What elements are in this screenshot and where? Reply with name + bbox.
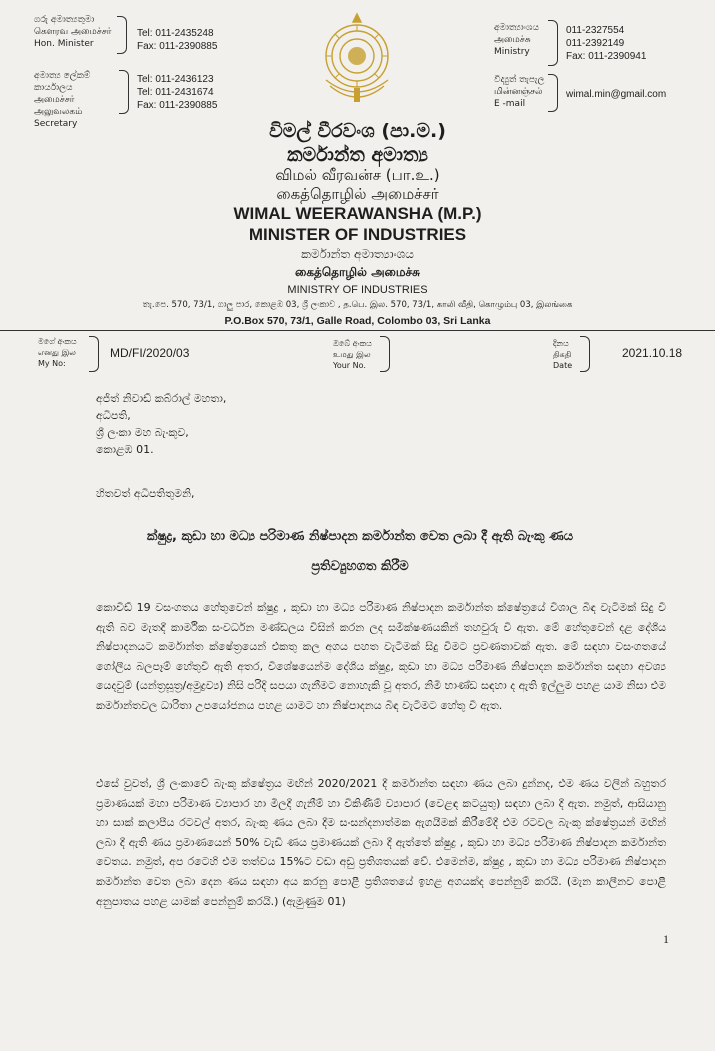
- email-label: විද්‍යුත් තැපැල மின்னஞ்சல் E -mail: [494, 75, 545, 109]
- minister-title-ta: கைத்தொழில் அமைச்சர்: [276, 185, 439, 203]
- brace: [380, 336, 390, 372]
- secretary-contact: Tel: 011-2436123 Tel: 011-2431674 Fax: 011-2390885: [137, 74, 218, 111]
- ministry-en: MINISTRY OF INDUSTRIES: [287, 284, 428, 296]
- address-en: P.O.Box 570, 73/1, Galle Road, Colombo 03, Sri Lanka: [224, 315, 491, 327]
- minister-label: ගරු අමාත්‍යතුමා கௌரவ அமைச்சர் Hon. Minister: [34, 15, 112, 49]
- brace: [548, 74, 558, 112]
- minister-contact: Tel: 011-2435248 Fax: 011-2390885: [137, 28, 218, 52]
- brace: [119, 70, 129, 114]
- recipient-line: අධිපති,: [96, 409, 131, 422]
- minister-title-si: කර්මාන්ත අමාත්‍ය: [287, 144, 428, 166]
- ministry-label: අමාත්‍යාංශය அமைச்சு Ministry: [494, 23, 539, 57]
- email-contact: wimal.min@gmail.com: [566, 89, 667, 100]
- address-local: තැ.පෙ. 570, 73/1, ගාලු පාර, කොළඹ 03, ශ්‍රී ලංකාව , த.பெ. இல. 570, 73/1, காலி வீதி, கொழும்பு 03, இலங்கை: [142, 300, 573, 310]
- my-no-label: මගේ අංකය எனது இல My No:: [38, 337, 77, 368]
- brace: [548, 20, 558, 66]
- brace: [580, 336, 590, 372]
- ministry-si: කර්මාන්ත අමාත්‍යාංශය: [301, 247, 414, 261]
- date-value: 2021.10.18: [622, 346, 683, 360]
- salutation: හිතවත් අධිපතිතුමනි,: [96, 487, 195, 500]
- minister-name-si: විමල් වීරවංශ (පා.ම.): [269, 120, 446, 142]
- ministry-ta: கைத்தொழில் அமைச்சு: [294, 265, 421, 279]
- my-no-value: MD/FI/2020/03: [110, 346, 190, 360]
- header-divider: [0, 330, 715, 331]
- your-no-label: ඔබේ අංකය உமது இல Your No.: [333, 339, 372, 370]
- minister-title-en: MINISTER OF INDUSTRIES: [248, 225, 467, 244]
- subject-line-1: ක්ෂුද්‍ර, කුඩා හා මධ්‍ය පරිමාණ නිෂ්පාදන කර්මාන්ත වෙත ලබා දී ඇති බැංකු ණය: [146, 529, 574, 544]
- secretary-label: අමාත්‍ය ලේකම් කාර්යාලය அமைச்சர் அலுவலகம் Secretary: [34, 71, 91, 129]
- brace: [117, 16, 127, 54]
- body-paragraph-1: කොවිඩ් 19 වසංගතය හේතුවෙන් ක්ෂුද්‍ර , කුඩා හා මධ්‍ය පරිමාණ නිෂ්පාදන කර්මාන්ත ක්ෂේත්‍රයේ විශාල බිඳ වැටීමක් සිදු වී ඇති බව මැතදී කාර්මික සංවර්ධන මණ්ඩලය විසින් කරන ලද සමීක්ෂණයකින් තහවුරු වී ඇත. මේ හේතුවෙන් දළ දේශීය නිෂ්පාදනයට කර්මාන්ත ක්ෂේත්‍රයෙන් එකතු කල අගය පහත වැටීමක් සිදු වීමට ප්‍රවණතාවක් ඇත. මේ සඳහා වසංගතයේ ගෝලීය බලපෑම් හේතුවී ඇති අතර, විශේෂයෙන්ම දේශීය ක්ෂුද්‍ර, කුඩා හා මධ්‍ය පරිමාණ නිෂ්පාදන කර්මාන්ත සඳහා අවශ්‍ය යෙදවුම් (යන්ත්‍රසූත්‍ර/අමුද්‍රව්‍ය) නිසි පරිදි සපයා ගැනීමට නොහැකි වූ අතර, නිමි භාණ්ඩ සඳහා ද ඇති ඉල්ලුම පහළ යාම නිසා එම කර්මාන්තවල ධාරිතා උපයෝජනය පහළ යාමට හා නිෂ්පාදනය බිඳ වැටීමට හේතු වී ඇත.: [96, 601, 666, 712]
- subject-line-2: ප්‍රතිව්‍යුහගත කිරීම: [311, 559, 409, 574]
- sri-lanka-emblem-icon: [316, 8, 398, 106]
- ministry-contact: 011-2327554 011-2392149 Fax: 011-2390941: [566, 25, 647, 62]
- brace: [89, 336, 99, 372]
- recipient-line: අජිත් නිවාඩ් කබ්රාල් මහතා,: [96, 392, 227, 405]
- body-paragraph-2: එසේ වුවත්, ශ්‍රී ලංකාවේ බැංකු ක්ෂේත්‍රය මඟින් 2020/2021 දී කර්මාන්ත සඳහා ණය ලබා දුන්නද, එම ණය වලින් බහුතර ප්‍රමාණයක් මහා පරිමාණ ව්‍යාපාර හා මිලදී ගැනීම් හා විකිණීම් ව්‍යාපාර (වෙළඳ කටයුතු) සඳහා ලබා දී ඇත. නමුත්, ආසියානු හා සාක් කලාපීය රටවල් අතර, බැංකු ණය ලබා දීම සංසන්දනාත්මක ඇගයීමක් කිරීමේදී එම රටවල බැංකු ක්ෂේත්‍රයන් මඟින් ලබා දී ඇති ණය ප්‍රමාණයෙන් 50% වැඩි ණය ප්‍රමාණයක් ලබා දී ඇත්තේ ක්ෂුද්‍ර , කුඩා හා මධ්‍ය පරිමාණ නිෂ්පාදන කර්මාන්ත වෙතය. නමුත්, අප රටෙහි එම තත්වය 15%ට වඩා අඩු ප්‍රතිශතයක් වේ. එමෙන්ම, ක්ෂුද්‍ර , කුඩා හා මධ්‍ය පරිමාණ නිෂ්පාදන කර්මාන්ත වෙත ලබා දෙන ණය සඳහා අය කරනු පොළී ප්‍රතිශතයේ ඉහළ අගයක්ද පෙන්නුම් කරයි. (මැන කාලීනව පොළී අනුපාතය පහළ යාමක් පෙන්නුම් කරයි.) (ඇමුණුම 01): [96, 777, 666, 908]
- date-label: දිනය திகதி Date: [553, 339, 573, 370]
- recipient-line: කොළඹ 01.: [96, 443, 154, 456]
- minister-name-en: WIMAL WEERAWANSHA (M.P.): [233, 204, 482, 223]
- page-number: 1: [663, 932, 669, 946]
- recipient-address: [96, 390, 226, 458]
- recipient-line: ශ්‍රී ලංකා මහ බැංකුව,: [96, 426, 189, 439]
- minister-name-ta: விமல் வீரவன்ச (பா.உ.): [275, 166, 440, 184]
